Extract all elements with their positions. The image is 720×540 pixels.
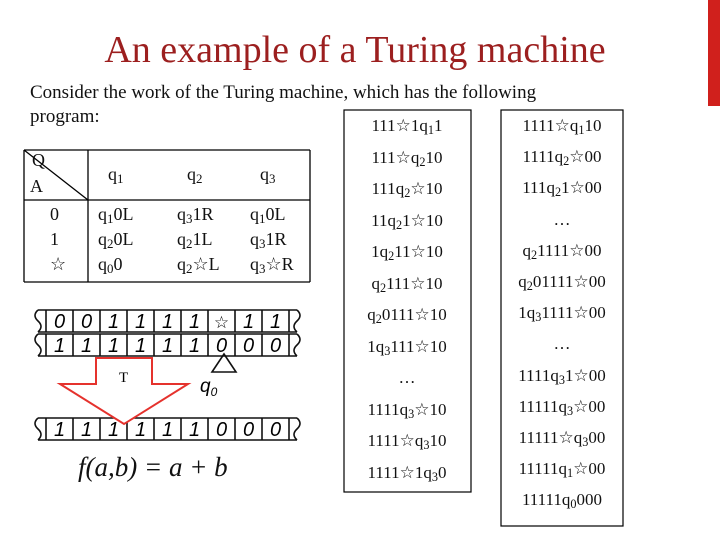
text-segment: q <box>395 179 405 198</box>
text-segment: q <box>371 273 380 293</box>
text-segment: 1R <box>192 204 214 224</box>
text-segment: q <box>558 459 568 479</box>
text-segment: ☆00 <box>573 396 606 416</box>
subscript-text: 1 <box>567 466 574 481</box>
subscript-text: 1 <box>117 171 124 187</box>
head-state-label: $q_0$ <box>200 376 218 399</box>
tape-cell-symbol: 1 <box>161 419 174 441</box>
trace-step <box>337 337 477 359</box>
subscript-text: 3 <box>259 236 266 252</box>
trace-step <box>492 490 632 512</box>
text-segment: q <box>558 396 568 416</box>
trace-step <box>337 148 477 170</box>
tape-cell-symbol: 0 <box>80 311 93 333</box>
tape-cell-symbol: 1 <box>80 419 93 441</box>
arrow-label: T <box>119 370 129 386</box>
trace-step <box>337 179 477 201</box>
subscript-text: 2 <box>196 171 203 187</box>
tape-cell-symbol: 1 <box>80 335 93 357</box>
text-segment: q <box>177 254 186 274</box>
tape-symbol-row-label: ☆ <box>50 254 67 274</box>
trace-step <box>337 274 477 296</box>
text-segment: q <box>561 490 571 510</box>
text-segment: q <box>399 399 409 419</box>
trace-step <box>492 178 632 200</box>
text-segment: 111☆10 <box>390 336 447 356</box>
trace-step <box>492 428 632 450</box>
text-segment: 1111☆1 <box>367 462 424 482</box>
text-segment: q <box>367 305 376 324</box>
tape-cell-symbol: 1 <box>188 311 201 333</box>
tape-cell-symbol: 0 <box>215 335 228 357</box>
subscript-text: 2 <box>379 280 387 295</box>
subscript-text: 1 <box>427 123 435 138</box>
text-segment: ☆10 <box>414 399 447 419</box>
text-segment: 111☆ <box>371 147 411 167</box>
text-segment: 111☆10 <box>386 273 443 293</box>
trace-step <box>492 241 632 263</box>
subscript-text: 2 <box>531 247 538 262</box>
text-segment: q <box>375 336 385 356</box>
text-segment: 1111☆ <box>522 116 570 135</box>
subscript-text: 3 <box>423 438 430 453</box>
text-segment: ☆10 <box>410 179 443 198</box>
trace-step <box>492 272 632 294</box>
subscript-text: 3 <box>259 261 266 277</box>
text-segment: q <box>550 365 559 385</box>
text-segment: q <box>177 204 186 224</box>
tape-cell-symbol: 1 <box>242 311 255 333</box>
text-segment: 1 <box>518 303 527 323</box>
subscript-text: 1 <box>107 211 114 227</box>
tape-cell-symbol: 1 <box>134 311 147 333</box>
subscript-text: 2 <box>186 261 193 277</box>
text-segment: 1☆00 <box>564 365 606 385</box>
subscript-text: 2 <box>107 236 114 252</box>
trace-step <box>337 368 477 388</box>
text-segment: … <box>553 334 571 354</box>
text-segment: 111 <box>371 179 396 198</box>
trace-step <box>492 147 632 169</box>
trace-step <box>492 210 632 230</box>
text-segment: q <box>546 178 555 198</box>
text-segment: 01111☆00 <box>532 272 606 291</box>
text-segment: q <box>187 164 196 184</box>
text-segment: 11111☆ <box>518 428 574 447</box>
tape-cell-symbol: 1 <box>107 419 120 441</box>
text-segment: q <box>250 229 259 249</box>
trace-step <box>337 400 477 422</box>
text-segment: 000 <box>576 490 603 510</box>
tape-cell-symbol: 1 <box>188 335 201 357</box>
subscript-text: 3 <box>408 406 415 421</box>
text-segment: q <box>573 428 583 447</box>
trace-step <box>337 463 477 485</box>
subscript-text: 2 <box>396 217 403 232</box>
text-segment: q <box>526 303 536 323</box>
tape-cell-symbol: 1 <box>161 335 174 357</box>
subscript-text: 1 <box>259 211 266 227</box>
text-segment: q <box>98 204 107 224</box>
tape-cell-symbol: 1 <box>134 419 147 441</box>
tape-symbol-row-label: 1 <box>50 229 59 249</box>
text-segment: 0 <box>437 462 447 482</box>
text-segment: 11111 <box>521 490 562 510</box>
text-segment: 1111 <box>522 147 555 167</box>
subscript-text: 3 <box>582 435 589 450</box>
trace-step <box>492 303 632 325</box>
slide-title: An example of a Turing machine <box>104 29 606 71</box>
intro-text-line-1: Consider the work of the Turing machine, which has the following <box>30 82 537 103</box>
table-corner-a: A <box>30 176 43 196</box>
text-segment: q <box>260 164 269 184</box>
text-segment: q <box>250 204 259 224</box>
text-segment: 11☆10 <box>394 242 443 261</box>
tape-cell-symbol: 1 <box>53 419 66 441</box>
text-segment: … <box>398 368 416 387</box>
subscript-text: 0 <box>107 261 114 277</box>
text-segment: q <box>414 431 424 450</box>
tape-cell-symbol: 0 <box>242 419 255 441</box>
tape-cell-symbol: 1 <box>107 335 120 357</box>
text-segment: 0L <box>265 204 286 224</box>
text-segment: ☆00 <box>569 147 602 167</box>
subscript-text: 1 <box>578 123 585 138</box>
subscript-text: 0 <box>570 497 577 512</box>
text-segment: q <box>387 210 396 230</box>
text-segment: 1☆00 <box>561 178 602 198</box>
text-segment: 1111☆00 <box>537 240 602 260</box>
function-formula: f(a,b) = a + b <box>78 452 228 482</box>
text-segment: … <box>553 209 571 229</box>
intro-text-line-2: program: <box>30 106 100 127</box>
trace-step <box>337 211 477 233</box>
text-segment: 11111 <box>518 459 559 479</box>
tape-cell-symbol: 1 <box>107 311 120 333</box>
text-segment: ☆L <box>192 254 220 274</box>
subscript-text: 3 <box>535 310 542 325</box>
text-segment: 111 <box>522 178 547 198</box>
text-segment: 0111☆10 <box>381 305 447 324</box>
text-segment: q <box>379 242 389 261</box>
trace-step <box>492 397 632 419</box>
text-segment: ☆00 <box>573 459 606 479</box>
text-segment: 0L <box>113 229 134 249</box>
text-segment: q <box>98 229 107 249</box>
text-segment: q <box>108 164 117 184</box>
trace-step <box>337 116 477 138</box>
trace-step <box>492 334 632 354</box>
text-segment: q <box>569 116 579 135</box>
text-segment: 1 <box>367 336 376 356</box>
text-segment: q <box>522 240 531 260</box>
text-segment: q <box>518 272 527 291</box>
tape-cell-symbol: 1 <box>53 335 66 357</box>
trace-step <box>492 459 632 481</box>
subscript-text: 3 <box>431 469 438 484</box>
subscript-text: 2 <box>419 154 426 169</box>
text-segment: 11111 <box>518 396 559 416</box>
text-segment: 1111☆00 <box>541 303 606 323</box>
subscript-text: 2 <box>554 185 562 200</box>
trace-step <box>337 242 477 264</box>
text-segment: 1 <box>371 242 380 261</box>
subscript-text: 3 <box>384 343 391 358</box>
tape-cell-symbol: 1 <box>269 311 282 333</box>
trace-step <box>337 305 477 327</box>
text-segment: 1111 <box>367 399 400 419</box>
subscript-text: 3 <box>269 171 276 187</box>
text-segment: q <box>423 462 432 482</box>
text-segment: q <box>98 254 107 274</box>
trace-step <box>492 116 632 138</box>
text-segment: 1☆10 <box>402 210 443 230</box>
text-segment: 1L <box>192 229 213 249</box>
tape-cell-symbol: 1 <box>188 419 201 441</box>
subscript-text: 2 <box>563 154 570 169</box>
text-segment: 1 <box>434 116 443 135</box>
tape-cell-symbol: ☆ <box>213 313 230 332</box>
tape-symbol-row-label: 0 <box>50 204 59 224</box>
text-segment: 1111 <box>518 365 551 385</box>
subscript-text: 2 <box>388 249 395 264</box>
subscript-text: 2 <box>375 312 382 327</box>
subscript-text: 3 <box>558 372 565 387</box>
text-segment: 11 <box>371 210 388 230</box>
text-segment: 0L <box>113 204 134 224</box>
subscript-text: 2 <box>404 186 411 201</box>
tape-cell-symbol: 1 <box>134 335 147 357</box>
tape-cell-symbol: 0 <box>215 419 228 441</box>
text-segment: 0 <box>113 254 123 274</box>
text-segment: 1R <box>265 229 287 249</box>
subscript-text: 3 <box>186 211 193 227</box>
text-segment: ☆R <box>265 254 294 274</box>
text-segment: 10 <box>584 116 602 135</box>
text-segment: q <box>177 229 186 249</box>
text-segment: 1111☆ <box>367 431 415 450</box>
tape-cell-symbol: 1 <box>161 311 174 333</box>
text-segment: 10 <box>425 147 443 167</box>
text-segment: q <box>410 147 420 167</box>
trace-step <box>492 366 632 388</box>
tape-cell-symbol: 0 <box>269 419 282 441</box>
subscript-text: 2 <box>186 236 193 252</box>
subscript-text: 3 <box>567 403 574 418</box>
text-segment: 10 <box>429 431 447 450</box>
tape-cell-symbol: 0 <box>242 335 255 357</box>
text-segment: q <box>419 116 428 135</box>
tape-cell-symbol: 0 <box>53 311 66 333</box>
subscript-text: 2 <box>526 279 533 294</box>
trace-step <box>337 431 477 453</box>
tape-cell-symbol: 0 <box>269 335 282 357</box>
text-segment: q <box>554 147 564 167</box>
text-segment: 111☆1 <box>371 116 420 135</box>
text-segment: q <box>250 254 259 274</box>
table-corner-q: Q <box>32 150 45 170</box>
text-segment: 00 <box>588 428 606 447</box>
